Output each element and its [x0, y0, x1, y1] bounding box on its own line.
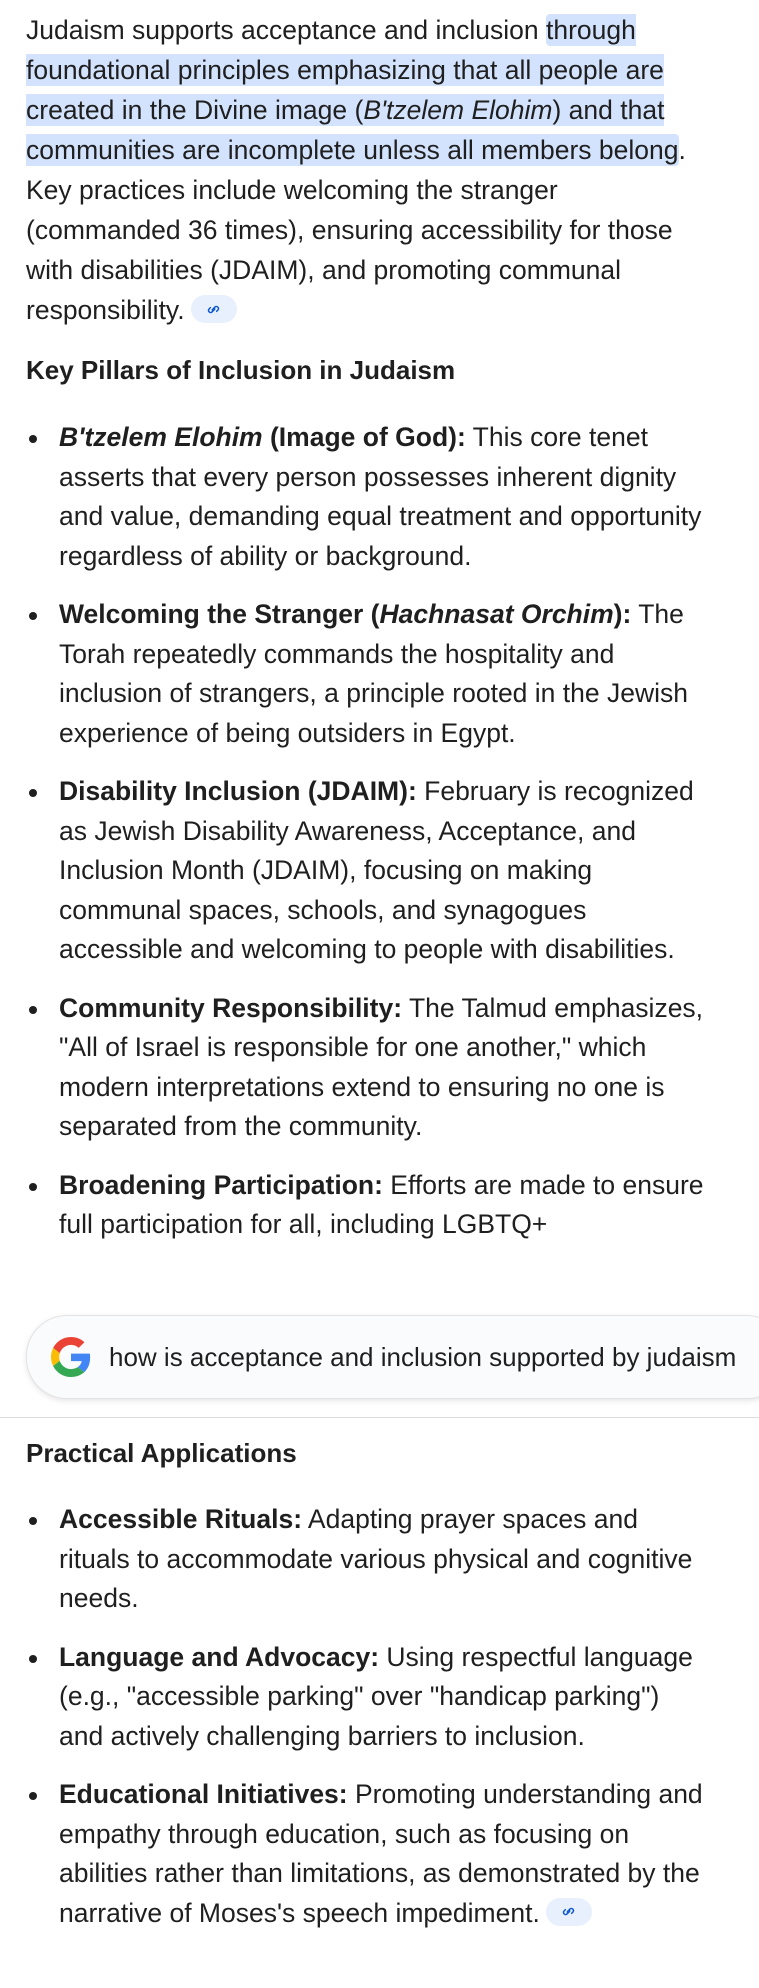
list-item-term: Community Responsibility:: [59, 992, 403, 1023]
intro-highlight-text-1: through foundational principles emphasizing that all people are created in the Divine image (: [26, 15, 664, 125]
list-item-text: February is recognized as Jewish Disability Awareness, Acceptance, and Inclusion Month (JDAIM), focusing on making communal spaces, schools, and synagogues accessible and welcoming to people with disabilities.: [59, 776, 694, 964]
list-item: [26, 1638, 706, 1757]
list-item-term: Broadening Participation:: [59, 1169, 383, 1200]
search-query-bar[interactable]: [26, 1315, 759, 1399]
list-item: [26, 1500, 706, 1619]
list-item-text: The Talmud emphasizes, "All of Israel is responsible for one another," which modern interpretations extend to ensuring no one is separated from the community.: [59, 992, 704, 1141]
list-item-text: The Torah repeatedly commands the hospitality and inclusion of strangers, a principle rooted in the Jewish experience of being outsiders in Egypt.: [59, 599, 688, 748]
list-item-text: Promoting understanding and empathy through education, such as focusing on abilities rather than limitations, as demonstrated by the narrative of Moses's speech impediment.: [59, 1779, 703, 1928]
list-item: [26, 418, 706, 576]
list-item-term-rest: (Image of God):: [262, 422, 466, 452]
list-item-term-italic: B'tzelem Elohim: [59, 422, 263, 452]
google-logo-icon: [51, 1337, 91, 1377]
citation-link-button[interactable]: [546, 1898, 592, 1926]
citation-link-button[interactable]: [191, 295, 237, 323]
list-item-term: Accessible Rituals:: [59, 1504, 303, 1534]
list-item-text: Using respectful language (e.g., "accessible parking" over "handicap parking") and actively challenging barriers to inclusion.: [59, 1641, 693, 1751]
list-item-term-pre: Welcoming the Stranger (: [59, 599, 380, 629]
list-item: [26, 772, 706, 970]
intro-text-after: . Key practices include welcoming the stranger (commanded 36 times), ensuring accessibility for those with disabilities (JDAIM), and promoting communal responsibility.: [26, 135, 686, 325]
list-item-term-italic: Hachnasat Orchim: [379, 599, 614, 629]
list-item: [26, 1775, 706, 1933]
section-title-key-pillars: Key Pillars of Inclusion in Judaism: [26, 355, 456, 385]
search-query-text: how is acceptance and inclusion supported by judaism: [109, 1341, 737, 1372]
list-item-text: Adapting prayer spaces and rituals to accommodate various physical and cognitive needs.: [59, 1504, 693, 1613]
list-item-text: This core tenet asserts that every person possesses inherent dignity and value, demanding equal treatment and opportunity regardless of ability or background.: [59, 422, 702, 571]
intro-paragraph: [26, 0, 696, 330]
list-item-term: Educational Initiatives:: [59, 1779, 348, 1809]
section-title-practical-applications: Practical Applications: [26, 1438, 297, 1468]
intro-highlight-text-2: ) and that communities are incomplete unless all members belong: [26, 95, 679, 165]
key-pillars-list: [26, 418, 706, 1264]
list-item: [26, 595, 706, 753]
link-icon: [560, 1903, 577, 1920]
list-item-text: Efforts are made to ensure full participation for all, including LGBTQ+: [59, 1169, 704, 1239]
section-divider: [0, 1417, 759, 1418]
practical-applications-list: [26, 1500, 706, 1952]
list-item-term: Disability Inclusion (JDAIM):: [59, 776, 417, 806]
list-item-term-post: ):: [613, 599, 632, 629]
intro-highlight-italic: B'tzelem Elohim: [363, 95, 553, 125]
list-item: [26, 989, 706, 1147]
content-fade-overlay: [0, 1276, 759, 1320]
list-item-term: [59, 599, 631, 629]
list-item-term: Language and Advocacy:: [59, 1641, 380, 1672]
list-item-term: [59, 422, 466, 452]
list-item: [26, 1166, 706, 1245]
link-icon: [205, 301, 222, 318]
intro-text-before: Judaism supports acceptance and inclusion: [26, 15, 546, 45]
